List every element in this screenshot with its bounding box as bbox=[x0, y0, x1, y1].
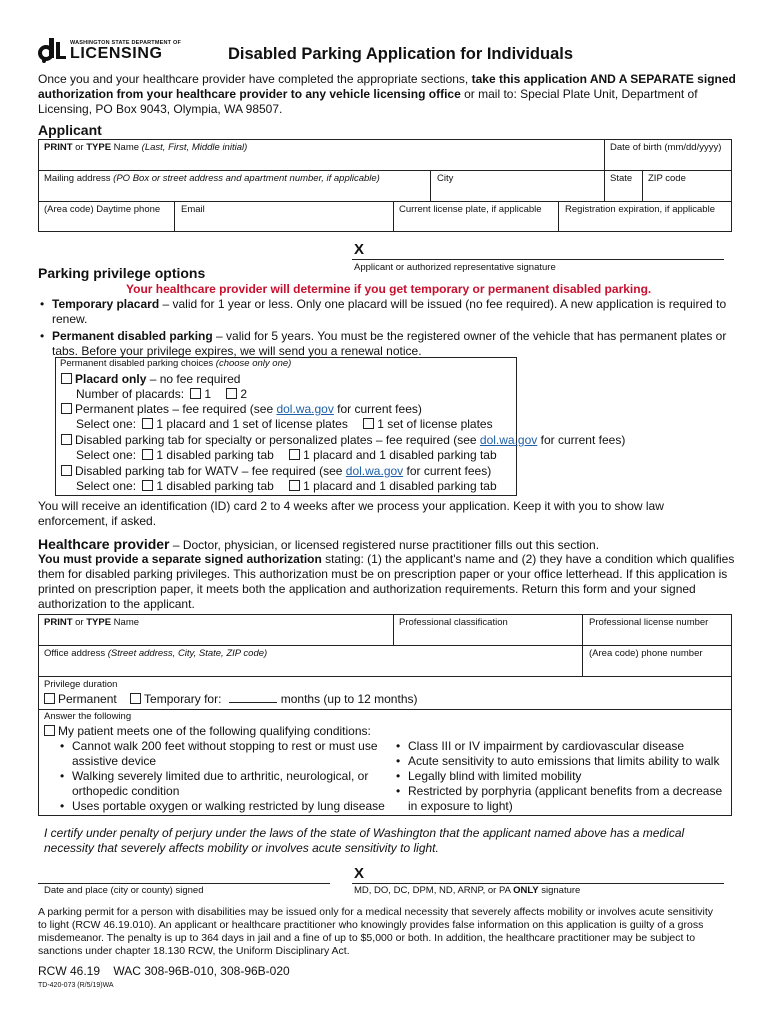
qualifying-conditions-checkbox[interactable] bbox=[44, 725, 55, 736]
provider-signature-label: MD, DO, DC, DPM, ND, ARNP, or PA ONLY signature bbox=[354, 885, 581, 896]
plates-select-one: Select one: 1 placard and 1 set of license plates 1 set of license plates bbox=[76, 417, 493, 431]
condition-item: • Cannot walk 200 feet without stopping to rest or must use assistive device bbox=[58, 739, 392, 769]
applicant-registration-field[interactable]: Registration expiration, if applicable bbox=[565, 204, 715, 215]
logo-name: LICENSING bbox=[70, 45, 163, 62]
rcw-reference: RCW 46.19 WAC 308-96B-010, 308-96B-020 bbox=[38, 964, 290, 978]
dol-logo-icon bbox=[38, 38, 68, 64]
watv-tab-checkbox[interactable] bbox=[61, 465, 72, 476]
specialty-tab-option[interactable]: Disabled parking tab for specialty or personalized plates – fee required (see dol.wa.gov for current fees) bbox=[61, 433, 625, 448]
provider-signature-line[interactable] bbox=[352, 883, 724, 884]
dol-logo bbox=[38, 38, 188, 64]
page-title: Disabled Parking Application for Individuals bbox=[228, 45, 574, 63]
applicant-signature-line[interactable] bbox=[352, 259, 724, 260]
provider-license-field[interactable]: Professional license number bbox=[589, 617, 709, 628]
condition-item: • Legally blind with limited mobility bbox=[394, 769, 728, 784]
months-input[interactable] bbox=[229, 693, 277, 703]
placard-and-plates-checkbox[interactable] bbox=[142, 418, 153, 429]
permanent-plates-checkbox[interactable] bbox=[61, 403, 72, 414]
placard-only-checkbox[interactable] bbox=[61, 373, 72, 384]
intro-text: Once you and your healthcare provider have completed the appropriate sections, take this application AND A SEPARATE signed authorization from your healthcare provider to any vehicle licensing office or mail to: Special Plate Unit, Department of Licensing, PO Box 9043, Olympia, WA 98507. bbox=[38, 72, 736, 116]
placards-2-checkbox[interactable] bbox=[226, 388, 237, 399]
left-conditions-list bbox=[58, 739, 392, 814]
specialty-tab-only-checkbox[interactable] bbox=[142, 449, 153, 460]
privilege-duration-options: Permanent Temporary for: months (up to 12 months) bbox=[44, 692, 417, 707]
placard-only-option[interactable]: Placard only – no fee required bbox=[61, 372, 240, 387]
temporary-placard-item: • Temporary placard – valid for 1 year or less. Only one placard will be issued (no fee required). A new application is required to renew. bbox=[38, 297, 738, 327]
privilege-duration-label: Privilege duration bbox=[44, 679, 118, 690]
provider-name-field[interactable]: PRINT or TYPE Name bbox=[44, 617, 140, 628]
permanent-duration-checkbox[interactable] bbox=[44, 693, 55, 704]
dol-link[interactable]: dol.wa.gov bbox=[479, 433, 538, 447]
logo-dept: WASHINGTON STATE DEPARTMENT OF bbox=[70, 40, 182, 46]
form-id: TD-420-073 (R/5/19)WA bbox=[38, 982, 114, 989]
plates-only-checkbox[interactable] bbox=[363, 418, 374, 429]
applicant-heading: Applicant bbox=[38, 122, 102, 138]
right-conditions-list bbox=[394, 739, 728, 814]
provider-signature-x: X bbox=[354, 865, 365, 882]
condition-item: • Restricted by porphyria (applicant benefits from a decrease in exposure to light) bbox=[394, 784, 728, 814]
permanent-plates-option[interactable]: Permanent plates – fee required (see dol.wa.gov for current fees) bbox=[61, 402, 422, 417]
dol-link[interactable]: dol.wa.gov bbox=[276, 402, 334, 416]
placards-1-checkbox[interactable] bbox=[190, 388, 201, 399]
applicant-state-field[interactable]: State bbox=[610, 173, 633, 184]
provider-classification-field[interactable]: Professional classification bbox=[399, 617, 508, 628]
specialty-select-one: Select one: 1 disabled parking tab 1 placard and 1 disabled parking tab bbox=[76, 448, 497, 462]
date-place-label: Date and place (city or county) signed bbox=[44, 885, 204, 896]
condition-item: • Class III or IV impairment by cardiovascular disease bbox=[394, 739, 728, 754]
certification-statement: I certify under penalty of perjury under the laws of the state of Washington that the applicant named above has a medical necessity that severely affects mobility or involves acute sensitivity to light. bbox=[44, 826, 685, 855]
provider-instructions: You must provide a separate signed authorization stating: (1) the applicant's name and (2) they have a condition which qualifies them for disabled parking privileges. This authorization must be on prescription paper or your office letterhead. If this application is printed on prescription paper, it meets both the application and authorization requirements. Return this form and your signed authorization to the applicant. bbox=[38, 552, 735, 611]
condition-item: • Acute sensitivity to auto emissions that limits ability to walk bbox=[394, 754, 728, 769]
watv-select-one: Select one: 1 disabled parking tab 1 placard and 1 disabled parking tab bbox=[76, 479, 497, 493]
provider-heading: Healthcare provider – Doctor, physician, or licensed registered nurse practitioner fills out this section. bbox=[38, 536, 600, 552]
id-card-note: You will receive an identification (ID) card 2 to 4 weeks after we process your application. Keep it with you to show law enforcement, if asked. bbox=[38, 499, 664, 528]
privilege-option-list bbox=[38, 297, 738, 359]
permanent-parking-item: • Permanent disabled parking – valid for 5 years. You must be the registered owner of the vehicle that has permanent plates or tabs. Before your privilege expires, we will send you a renewal notice. bbox=[38, 329, 738, 359]
applicant-name-field[interactable]: PRINT or TYPE Name (Last, First, Middle initial) bbox=[44, 142, 248, 153]
watv-placard-tab-checkbox[interactable] bbox=[289, 480, 300, 491]
applicant-plate-field[interactable]: Current license plate, if applicable bbox=[399, 204, 542, 215]
applicant-mailing-field[interactable]: Mailing address (PO Box or street address and apartment number, if applicable) bbox=[44, 173, 380, 184]
provider-office-field[interactable]: Office address (Street address, City, State, ZIP code) bbox=[44, 648, 268, 659]
applicant-email-field[interactable]: Email bbox=[181, 204, 205, 215]
number-of-placards: Number of placards: 1 2 bbox=[76, 387, 248, 401]
temporary-duration-checkbox[interactable] bbox=[130, 693, 141, 704]
watv-tab-option[interactable]: Disabled parking tab for WATV – fee required (see dol.wa.gov for current fees) bbox=[61, 464, 491, 479]
privilege-red-note: Your healthcare provider will determine if you get temporary or permanent disabled parking. bbox=[126, 282, 652, 296]
qualifying-conditions-option[interactable]: My patient meets one of the following qualifying conditions: bbox=[44, 724, 371, 739]
date-place-line[interactable] bbox=[38, 883, 330, 884]
provider-phone-field[interactable]: (Area code) phone number bbox=[589, 648, 703, 659]
dol-link[interactable]: dol.wa.gov bbox=[345, 464, 404, 478]
applicant-city-field[interactable]: City bbox=[437, 173, 454, 184]
answer-following-label: Answer the following bbox=[44, 711, 132, 722]
applicant-phone-field[interactable]: (Area code) Daytime phone bbox=[44, 204, 161, 215]
applicant-zip-field[interactable]: ZIP code bbox=[648, 173, 686, 184]
applicant-signature-label: Applicant or authorized representative signature bbox=[354, 262, 556, 273]
permanent-choices-label: Permanent disabled parking choices (choose only one) bbox=[60, 358, 292, 369]
condition-item: • Walking severely limited due to arthritic, neurological, or orthopedic condition bbox=[58, 769, 392, 799]
condition-item: • Uses portable oxygen or walking restricted by lung disease bbox=[58, 799, 392, 814]
specialty-tab-checkbox[interactable] bbox=[61, 434, 72, 445]
applicant-dob-field[interactable]: Date of birth (mm/dd/yyyy) bbox=[610, 142, 722, 153]
watv-tab-only-checkbox[interactable] bbox=[142, 480, 153, 491]
specialty-placard-tab-checkbox[interactable] bbox=[289, 449, 300, 460]
privilege-heading: Parking privilege options bbox=[38, 265, 206, 281]
applicant-signature-x: X bbox=[354, 241, 365, 258]
legal-warning: A parking permit for a person with disabilities may be issued only for a medical necessity that severely affects mobility or involves acute sensitivity to light (RCW 46.19.010). An applicant or healthcare practitioner who knowingly provides false information on this application is guilty of a gross misdemeanor. The penalty is up to 364 days in jail and a fine of up to $5,000 or both. In addition, the healthcare practitioner may be subject to sanctions under chapter 18.130 RCW, the Uniform Disciplinary Act. bbox=[38, 906, 714, 957]
